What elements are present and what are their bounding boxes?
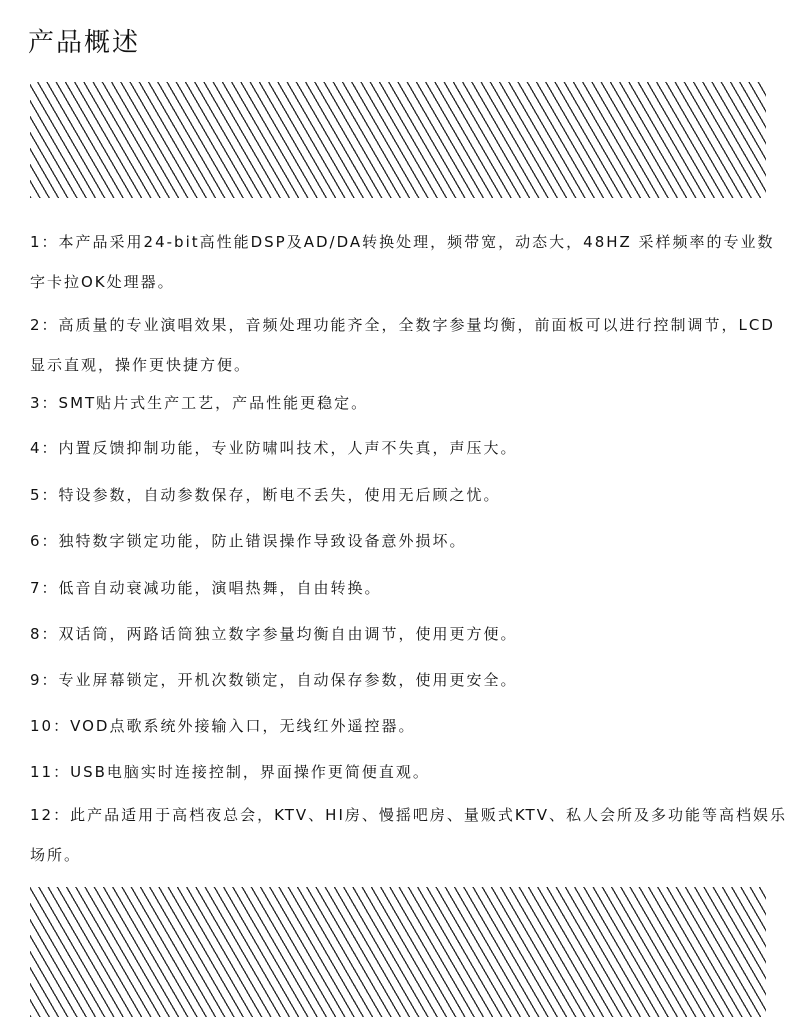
feature-item-9: 9：专业屏幕锁定，开机次数锁定，自动保存参数，使用更安全。 (30, 671, 518, 689)
feature-item-7: 7：低音自动衰减功能，演唱热舞，自由转换。 (30, 579, 382, 597)
feature-item-12: 12：此产品适用于高档夜总会，KTV、HI房、慢摇吧房、量贩式KTV、私人会所及多功能等高档娱乐场所。 (30, 806, 787, 864)
feature-item-4: 4：内置反馈抑制功能，专业防啸叫技术，人声不失真，声压大。 (30, 439, 518, 457)
feature-item-11: 11：USB电脑实时连接控制，界面操作更简便直观。 (30, 763, 430, 781)
feature-item-5: 5：特设参数，自动参数保存，断电不丢失，使用无后顾之忧。 (30, 486, 501, 504)
bottom-stripe-divider (30, 887, 766, 1017)
feature-item-2: 2：高质量的专业演唱效果，音频处理功能齐全，全数字参量均衡，前面板可以进行控制调节，LCD显示直观，操作更快捷方便。 (30, 316, 775, 374)
page-title: 产品概述 (28, 28, 141, 58)
feature-item-10: 10：VOD点歌系统外接输入口，无线红外遥控器。 (30, 717, 416, 735)
feature-item-6: 6：独特数字锁定功能，防止错误操作导致设备意外损坏。 (30, 532, 467, 550)
feature-item-3: 3：SMT贴片式生产工艺，产品性能更稳定。 (30, 394, 369, 412)
top-stripe-divider (30, 82, 766, 198)
feature-item-1: 1：本产品采用24-bit高性能DSP及AD/DA转换处理，频带宽，动态大，48HZ 采样频率的专业数字卡拉OK处理器。 (30, 233, 775, 291)
feature-item-8: 8：双话筒，两路话筒独立数字参量均衡自由调节，使用更方便。 (30, 625, 518, 643)
